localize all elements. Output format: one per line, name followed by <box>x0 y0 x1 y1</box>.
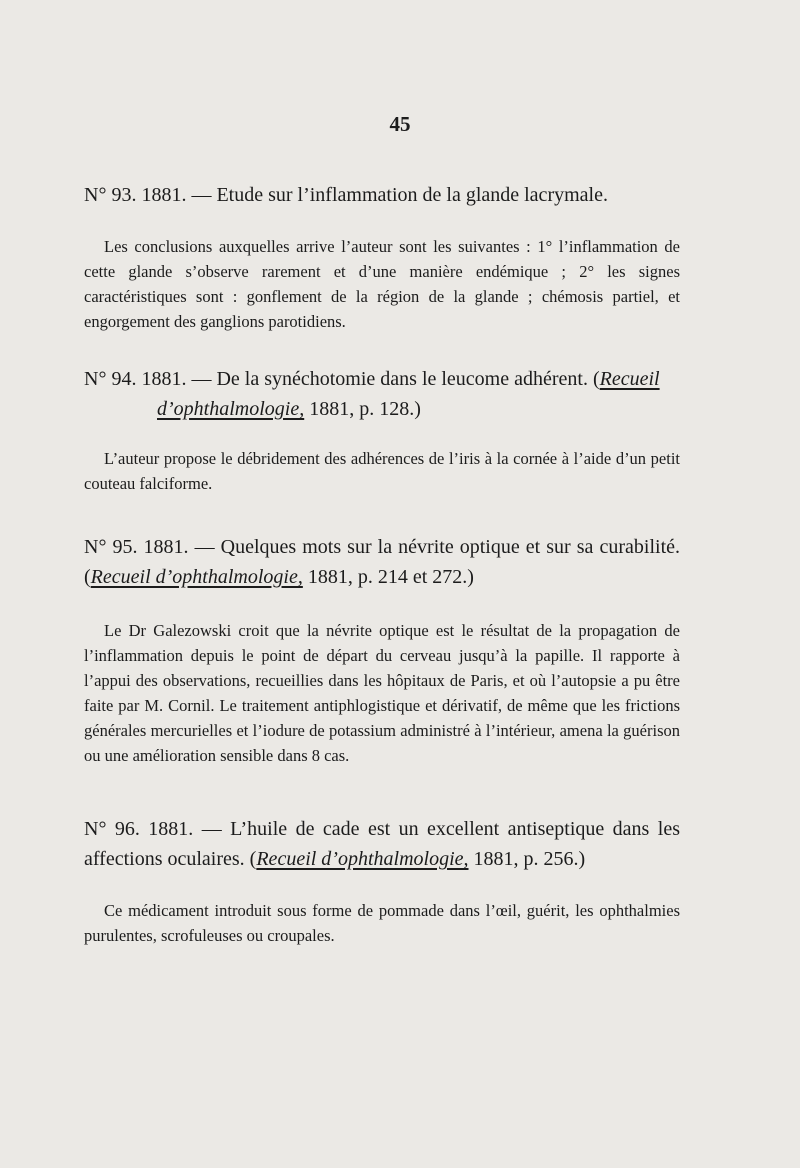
entry-93 <box>84 180 680 334</box>
entry-heading <box>84 532 680 592</box>
entry-heading-continuation <box>84 394 680 424</box>
entry-96 <box>84 814 680 948</box>
entry-body: Les conclusions auxquelles arrive l’auteur sont les suivantes : 1° l’inflammation de cette glande s’observe rarement et d’une manière endémique ; 2° les signes caractéristiques sont : gonflement de la région de la glande ; chémosis partiel, et engorgement des ganglions parotidiens. <box>84 237 680 331</box>
entry-body: Le Dr Galezowski croit que la névrite optique est le résultat de la propagation de l’inflammation depuis le point de départ du cerveau jusqu’à la papille. Il rapporte à l’appui des observations, recueillies dans les hôpitaux de Paris, et où l’autopsie a pu être faite par M. Cornil. Le traitement antiphlogistique et dérivatif, de même que les frictions générales mercurielles et l’iodure de potassium administré à l’intérieur, amena la guérison ou une amélioration sensible dans 8 cas. <box>84 621 680 765</box>
entry-heading-journal: Recueil d’ophthalmologie, <box>256 848 469 870</box>
entry-body: L’auteur propose le débridement des adhérences de l’iris à la cornée à l’aide d’un petit couteau falciforme. <box>84 449 680 493</box>
entry-heading-journal: Recueil d’ophthalmologie, <box>90 566 303 588</box>
entry-95 <box>84 532 680 768</box>
entry-heading-journal: Recueil <box>599 368 660 390</box>
entry-heading-text: N° 96. 1881. — L’huile de cade est un excellent antiseptique dans les affections oculaires. ( <box>84 818 680 870</box>
entry-heading-text: N° 95. 1881. — Quelques mots sur la névrite optique et sur sa curabilité. ( <box>84 536 680 588</box>
entry-heading <box>84 814 680 874</box>
entry-body: Ce médicament introduit sous forme de pommade dans l’œil, guérit, les ophthalmies purulentes, scrofuleuses ou croupales. <box>84 901 680 945</box>
page-number: 45 <box>389 112 411 136</box>
entry-heading-text: N° 93. 1881. — Etude sur l’inflammation de la glande lacrymale. <box>84 184 608 206</box>
entry-heading <box>84 180 680 210</box>
entry-heading-citation: 1881, p. 214 et 272.) <box>302 566 474 588</box>
entry-heading <box>84 364 680 424</box>
entry-94 <box>84 364 680 496</box>
entry-heading-citation: 1881, p. 256.) <box>468 848 586 870</box>
entry-heading-citation: 1881, p. 128.) <box>304 398 421 420</box>
entry-heading-journal-cont: d’ophthalmologie, <box>157 398 305 420</box>
entry-heading-text: N° 94. 1881. — De la synéchotomie dans le leucome adhérent. ( <box>84 368 600 390</box>
